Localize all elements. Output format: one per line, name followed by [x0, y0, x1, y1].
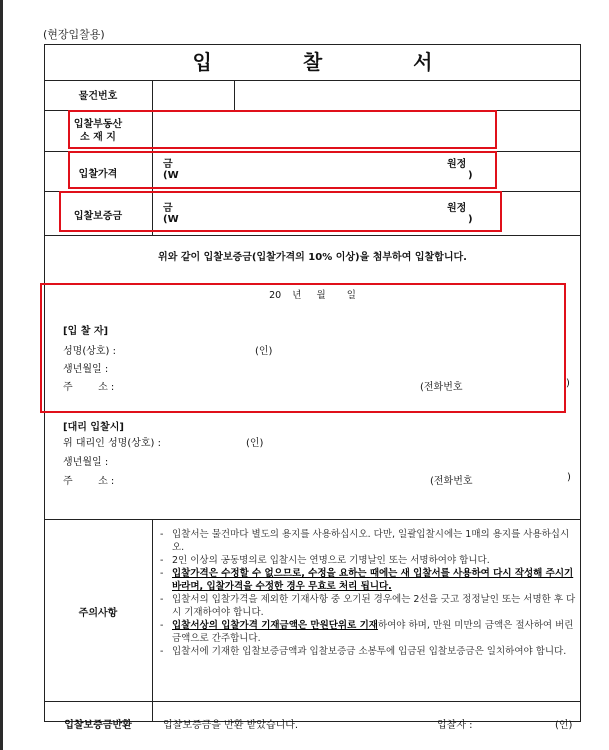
note-item: - 2인 이상의 공동명의로 입찰시는 연명으로 기명날인 또는 서명하여야 합니다.: [160, 555, 490, 566]
note-text: 하여야 하며, 만원 미만의 금액은 절사하여 버린 금액으로 간주합니다.: [172, 620, 574, 644]
form-title: 입 찰 서: [192, 50, 475, 74]
agent-phone-close: ): [567, 472, 571, 483]
deposit-w-open: (W: [163, 214, 179, 225]
agent-heading: [대리 입찰시]: [63, 422, 124, 433]
note-item: - 입찰서에 기재한 입찰보증금액과 입찰보증금 소봉투에 입금된 입찰보증금은 일치하여야 합니다.: [160, 646, 567, 657]
note-item: - 입찰서는 물건마다 별도의 용지를 사용하십시오. 다만, 일괄입찰시에는 1매의 용지를 사용하십시오.: [160, 529, 570, 553]
bidder-phone-label: (전화번호: [420, 382, 463, 393]
grid-line: [44, 80, 581, 81]
item-number-label: 물건번호: [78, 91, 118, 102]
grid-line: [44, 519, 581, 520]
deposit-w-close: ): [468, 214, 473, 225]
highlight-bidder-section: [40, 283, 566, 413]
note-text-emphasis: 입찰가격은 수정할 수 없으므로, 수정을 요하는 때에는 새 입찰서를 사용하여 다시 작성해 주시기 바라며, 입찰가격을 수정한 경우 무효로 처리 됩니다.: [172, 568, 574, 592]
return-label: 입찰보증금반환: [64, 720, 132, 731]
bidder-heading: [입 찰 자]: [63, 326, 109, 337]
statement-text: 위와 같이 입찰보증금(입찰가격의 10% 이상)을 첨부하여 입찰합니다.: [158, 252, 467, 263]
return-text: 입찰보증금을 반환 받았습니다.: [163, 720, 299, 731]
note-text: 입찰서의 입찰가격을 제외한 기재사항 중 오기된 경우에는 2선을 긋고 정정날인 또는 서명한 후 다시 기재하여야 합니다.: [172, 594, 576, 618]
agent-name-label: 위 대리인 성명(상호) :: [63, 438, 161, 449]
date-year-prefix: 20: [269, 290, 282, 301]
notes-label: 주의사항: [78, 608, 118, 619]
agent-seal: (인): [246, 438, 264, 449]
bid-price-w-close: ): [468, 170, 473, 181]
note-text: 입찰서는 물건마다 별도의 용지를 사용하십시오. 다만, 일괄입찰시에는 1매의 용지를 사용하십시오.: [172, 529, 570, 553]
bid-price-prefix: 금: [163, 159, 173, 170]
bidder-birth-label: 생년월일 :: [63, 364, 109, 375]
grid-line: [44, 235, 581, 236]
grid-line: [234, 80, 235, 110]
highlight-bid-price: [68, 151, 497, 189]
grid-line: [152, 519, 153, 722]
bidder-name-label: 성명(상호) :: [63, 346, 116, 357]
date-year: 년: [292, 290, 302, 301]
return-signer-label: 입찰자 :: [437, 720, 473, 731]
property-address-label-line2: 소 재 지: [80, 132, 116, 143]
note-item: - 입찰서상의 입찰가격 기재금액은 만원단위로 기재하여야 하며, 만원 미만의 금액은 절사하여 버린 금액으로 간주합니다.: [160, 620, 574, 644]
note-text: 입찰서에 기재한 입찰보증금액과 입찰보증금 소봉투에 입금된 입찰보증금은 일치하여야 합니다.: [172, 646, 567, 657]
bidder-seal: (인): [255, 346, 273, 357]
date-day: 일: [346, 290, 356, 301]
deposit-label: 입찰보증금: [73, 211, 123, 222]
return-seal: (인): [555, 720, 573, 731]
notes-list: [160, 528, 576, 658]
highlight-property-address: [68, 110, 497, 149]
date-month: 월: [316, 290, 326, 301]
bid-price-label: 입찰가격: [78, 169, 118, 180]
left-edge-bar: [0, 0, 3, 750]
bidder-address-label: 주 소 :: [63, 382, 115, 393]
agent-phone-label: (전화번호: [430, 476, 473, 487]
header-note: (현장입찰용): [43, 28, 105, 41]
agent-birth-label: 생년월일 :: [63, 457, 109, 468]
note-item: - 입찰서의 입찰가격을 제외한 기재사항 중 오기된 경우에는 2선을 긋고 정정날인 또는 서명한 후 다시 기재하여야 합니다.: [160, 594, 576, 618]
property-address-label-line1: 입찰부동산: [73, 119, 123, 130]
note-text-emphasis: 입찰서상의 입찰가격 기재금액은 만원단위로 기재: [172, 620, 378, 631]
item-number-field[interactable]: [153, 81, 233, 109]
bid-price-w-open: (W: [163, 170, 179, 181]
bidder-phone-close: ): [566, 378, 570, 389]
note-item: - 입찰가격은 수정할 수 없으므로, 수정을 요하는 때에는 새 입찰서를 사용하여 다시 작성해 주시기 바라며, 입찰가격을 수정한 경우 무효로 처리 됩니다.: [160, 568, 574, 592]
grid-line: [44, 701, 581, 702]
deposit-won: 원정: [447, 203, 467, 214]
bid-price-won: 원정: [447, 159, 467, 170]
note-text: 2인 이상의 공동명의로 입찰시는 연명으로 기명날인 또는 서명하여야 합니다.: [172, 555, 490, 566]
deposit-prefix: 금: [163, 203, 173, 214]
highlight-deposit: [59, 191, 502, 232]
agent-address-label: 주 소 :: [63, 476, 115, 487]
